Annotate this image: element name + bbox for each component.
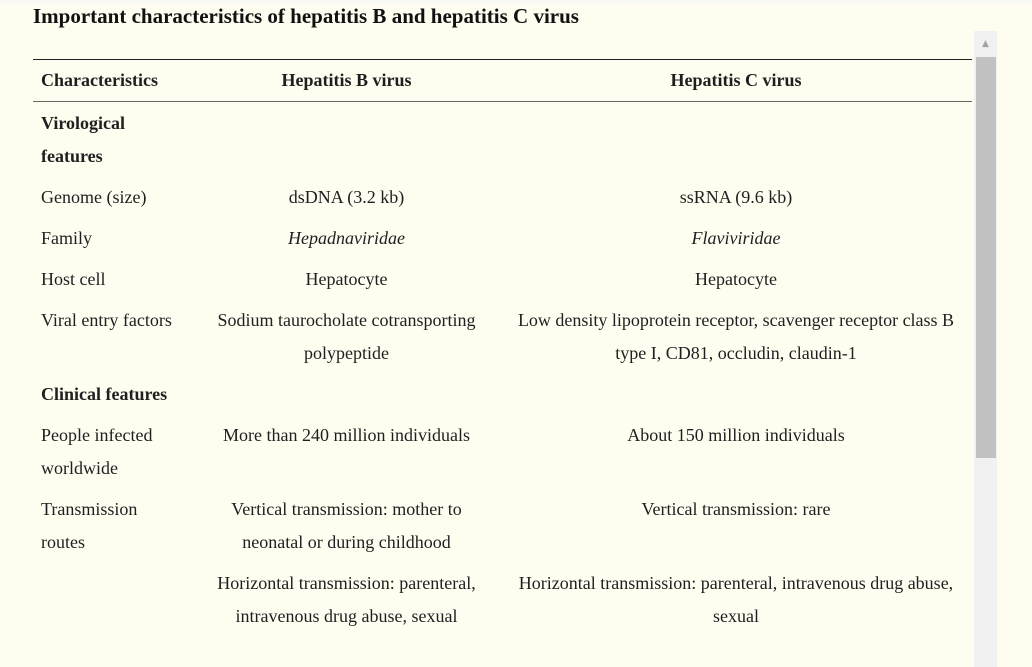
table-header-row [33, 60, 972, 102]
table-row-host-cell [33, 259, 972, 300]
header-hepatitis-c: Hepatitis C virus [500, 60, 972, 102]
section-row-virological [33, 102, 972, 178]
empty-cell [500, 374, 972, 415]
section-row-clinical [33, 374, 972, 415]
characteristics-table [33, 59, 972, 637]
triangle-up-icon: ▲ [982, 38, 989, 49]
hbv-cell: dsDNA (3.2 kb) [288, 187, 405, 207]
hbv-cell: Horizontal transmission: parenteral, intravenous drug abuse, sexual [217, 573, 476, 626]
hbv-cell: Sodium taurocholate cotransporting polypeptide [217, 310, 476, 363]
table-row-family [33, 218, 972, 259]
section-label-virological: Virological features [41, 113, 125, 166]
table-row-transmission [33, 489, 972, 563]
empty-cell [500, 102, 972, 178]
row-label: People infected worldwide [41, 425, 153, 478]
row-label: Host cell [41, 269, 106, 289]
hcv-cell: Low density lipoprotein receptor, scavenger receptor class B type I, CD81, occludin, claudin-1 [517, 310, 955, 363]
empty-cell [193, 374, 500, 415]
row-label: Genome (size) [41, 187, 147, 207]
table-row-genome [33, 177, 972, 218]
row-label: Viral entry factors [41, 310, 172, 330]
hcv-cell: Flaviviridae [691, 228, 781, 248]
section-label-clinical: Clinical features [41, 384, 168, 404]
table-row-entry-factors [33, 300, 972, 374]
row-label: Family [41, 228, 93, 248]
table-row-horizontal-transmission [33, 563, 972, 637]
header-characteristics: Characteristics [33, 60, 193, 102]
header-hepatitis-b: Hepatitis B virus [193, 60, 500, 102]
hbv-cell: Vertical transmission: mother to neonatal or during childhood [231, 499, 462, 552]
hbv-cell: More than 240 million individuals [223, 425, 470, 445]
vertical-scrollbar[interactable] [974, 31, 997, 667]
hcv-cell: Hepatocyte [695, 269, 777, 289]
scroll-up-button[interactable] [974, 31, 997, 56]
page-title: Important characteristics of hepatitis B and hepatitis C virus [33, 4, 579, 28]
scroll-thumb[interactable] [976, 57, 996, 458]
hcv-cell: ssRNA (9.6 kb) [679, 187, 793, 207]
hbv-cell: Hepatocyte [305, 269, 388, 289]
row-label [33, 563, 193, 637]
hcv-cell: Vertical transmission: rare [641, 499, 831, 519]
table-row-people-infected [33, 415, 972, 489]
hcv-cell: About 150 million individuals [627, 425, 845, 445]
hcv-cell: Horizontal transmission: parenteral, intravenous drug abuse, sexual [518, 573, 954, 626]
empty-cell [193, 102, 500, 178]
hbv-cell: Hepadnaviridae [288, 228, 405, 248]
row-label: Transmission routes [41, 499, 138, 552]
